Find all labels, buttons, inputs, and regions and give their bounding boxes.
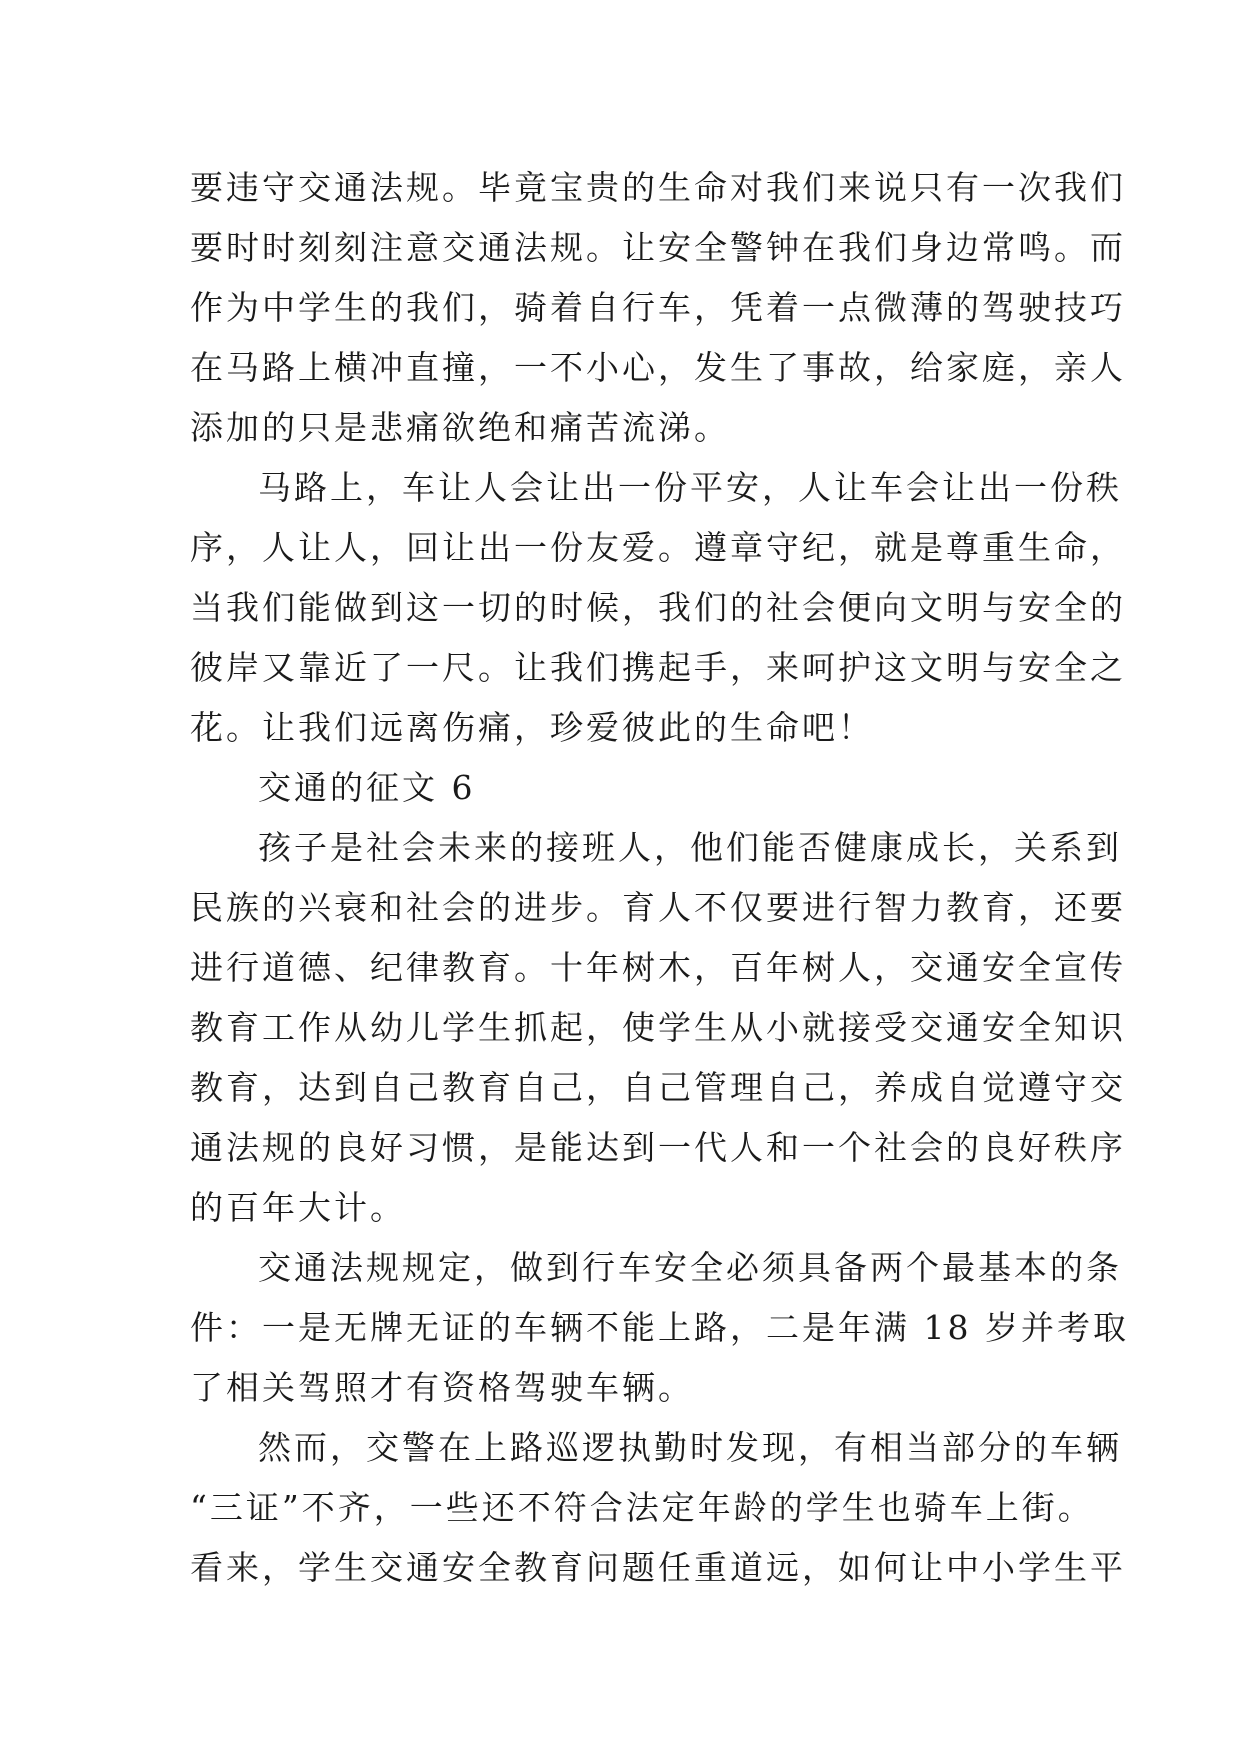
text-line: 马路上，车让人会让出一份平安，人让车会让出一份秩 (258, 468, 1122, 507)
text-line: 通法规的良好习惯，是能达到一代人和一个社会的良好秩序 (190, 1128, 1126, 1167)
text-line: 然而，交警在上路巡逻执勤时发现，有相当部分的车辆 (258, 1428, 1122, 1467)
text-line: 民族的兴衰和社会的进步。育人不仅要进行智力教育，还要 (190, 888, 1126, 927)
text-line: 花。让我们远离伤痛，珍爱彼此的生命吧！ (190, 708, 874, 747)
text-line: 进行道德、纪律教育。十年树木，百年树人，交通安全宣传 (190, 948, 1126, 987)
text-line: 当我们能做到这一切的时候，我们的社会便向文明与安全的 (190, 588, 1126, 627)
text-line: 交通的征文 6 (258, 768, 476, 807)
document-body (190, 158, 1129, 1598)
text-line: 教育工作从幼儿学生抓起，使学生从小就接受交通安全知识 (190, 1008, 1126, 1047)
text-line: 交通法规规定，做到行车安全必须具备两个最基本的条 (258, 1248, 1122, 1287)
text-line: 彼岸又靠近了一尺。让我们携起手，来呵护这文明与安全之 (190, 648, 1126, 687)
text-line: “三证”不齐，一些还不符合法定年龄的学生也骑车上街。 (190, 1488, 1094, 1527)
text-line: 孩子是社会未来的接班人，他们能否健康成长，关系到 (258, 828, 1122, 867)
text-line: 在马路上横冲直撞，一不小心，发生了事故，给家庭，亲人 (190, 348, 1126, 387)
text-line: 的百年大计。 (190, 1188, 406, 1227)
text-line: 教育，达到自己教育自己，自己管理自己，养成自觉遵守交 (190, 1068, 1126, 1107)
text-line: 作为中学生的我们，骑着自行车，凭着一点微薄的驾驶技巧 (190, 288, 1126, 327)
text-line: 了相关驾照才有资格驾驶车辆。 (190, 1368, 694, 1407)
text-line: 看来，学生交通安全教育问题任重道远，如何让中小学生平 (190, 1548, 1126, 1587)
text-line: 序，人让人，回让出一份友爱。遵章守纪，就是尊重生命， (190, 528, 1126, 567)
text-line: 要违守交通法规。毕竟宝贵的生命对我们来说只有一次我们 (190, 168, 1126, 207)
text-line: 添加的只是悲痛欲绝和痛苦流涕。 (190, 408, 730, 447)
text-line: 要时时刻刻注意交通法规。让安全警钟在我们身边常鸣。而 (190, 228, 1126, 267)
text-line: 件：一是无牌无证的车辆不能上路，二是年满 18 岁并考取 (190, 1308, 1129, 1347)
